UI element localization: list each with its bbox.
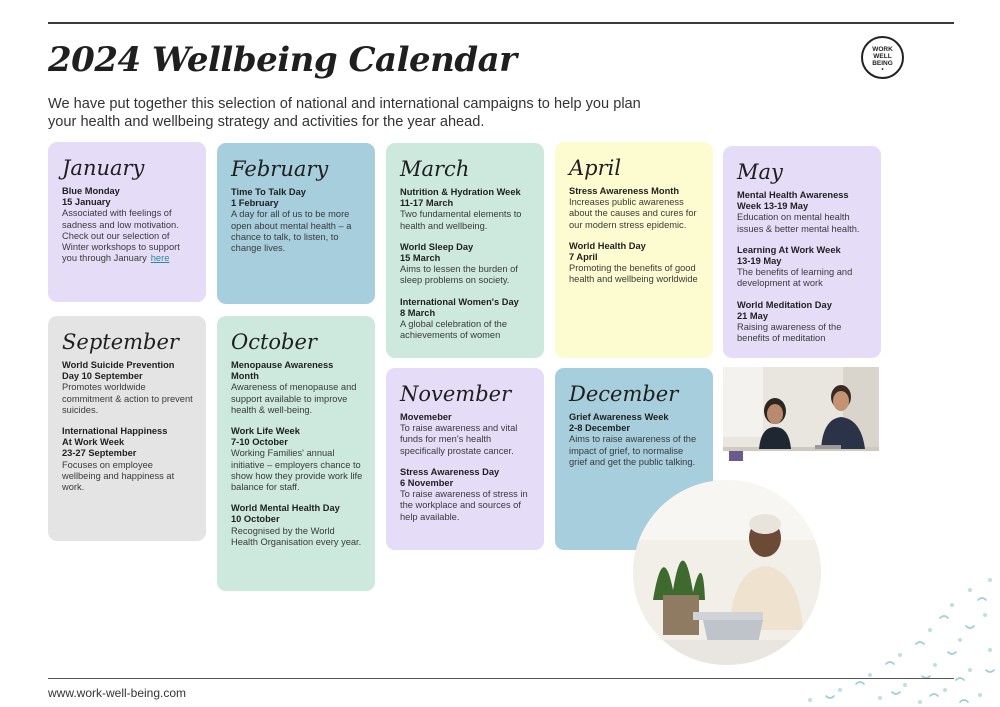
logo-line-3: BEING <box>872 60 893 67</box>
event-description: Recognised by the World Health Organisation every year. <box>231 525 362 547</box>
event-date: 2-8 December <box>569 423 630 434</box>
event-name: World Mental Health Day <box>231 503 340 514</box>
month-card-january <box>48 142 206 302</box>
month-title: January <box>62 156 145 180</box>
event-date: 7 April <box>569 252 598 263</box>
event-name: Learning At Work Week <box>737 244 841 255</box>
event-description: Raising awareness of the benefits of meditation <box>737 322 842 344</box>
event <box>400 412 532 457</box>
event-name: World Meditation Day <box>737 299 832 310</box>
work-well-being-logo <box>861 36 904 79</box>
event-description: Promotes worldwide commitment & action to prevent suicides. <box>62 382 193 415</box>
month-card-may <box>723 146 881 358</box>
event-name: World Health Day <box>569 240 646 251</box>
event-description: Awareness of menopause and support available to improve health & well-being. <box>231 382 357 415</box>
event <box>400 242 532 287</box>
event-date: Day 10 September <box>62 371 143 382</box>
event-name: International Happiness <box>62 426 168 437</box>
colleagues-meeting-photo <box>723 367 879 478</box>
event-name: World Suicide Prevention <box>62 360 175 370</box>
event-name: Mental Health Awareness <box>737 190 849 200</box>
event <box>400 467 532 523</box>
event <box>737 245 869 290</box>
month-title: September <box>62 330 179 354</box>
event-date-range: 23-27 September <box>62 448 137 459</box>
event <box>400 187 532 232</box>
event-date: 13-19 May <box>737 256 782 267</box>
event-description: Associated with feelings of sadness and low motivation. Check out our selection of Winter workshops to support you through January <box>62 208 180 264</box>
event-name: Work Life Week <box>231 426 300 437</box>
event-description: The benefits of learning and development at work <box>737 267 853 289</box>
month-card-february <box>217 143 375 304</box>
event <box>62 360 194 416</box>
event <box>231 360 363 416</box>
event <box>231 187 363 254</box>
event-description: A global celebration of the achievements of women <box>400 319 507 341</box>
event-description: To raise awareness of stress in the workplace and sources of help available. <box>400 489 528 522</box>
logo-line-1: WORK <box>872 46 893 53</box>
event-date: 15 January <box>62 197 111 208</box>
month-title: February <box>231 157 329 181</box>
photo-illustration <box>723 367 879 478</box>
event-date: Month <box>231 371 259 382</box>
month-title: December <box>569 382 679 406</box>
event <box>62 426 194 493</box>
event-date: At Work Week <box>62 437 125 448</box>
event-description: Increases public awareness about the causes and cures for our modern stress epidemic. <box>569 197 697 230</box>
event-name: Stress Awareness Day <box>400 466 500 477</box>
event <box>569 186 701 231</box>
logo-line-2: WELL <box>873 53 892 60</box>
event-name: Movemeber <box>400 412 452 422</box>
event-name: Grief Awareness Week <box>569 412 669 422</box>
event <box>400 297 532 342</box>
event-date: 1 February <box>231 198 279 209</box>
event <box>569 241 701 286</box>
page-title: 2024 Wellbeing Calendar <box>48 40 517 80</box>
event-date: 21 May <box>737 310 769 321</box>
event-description: Two fundamental elements to health and wellbeing. <box>400 209 522 231</box>
month-card-april <box>555 142 713 358</box>
event-date: 15 March <box>400 253 441 264</box>
month-title: November <box>400 382 512 406</box>
logo-dot-icon: • <box>881 67 884 73</box>
event-description: Working Families' annual initiative – employers chance to show how they provide work life balance for staff. <box>231 448 363 493</box>
event-date: 6 November <box>400 478 454 489</box>
month-card-october <box>217 316 375 591</box>
intro-text: We have put together this selection of national and international campaigns to help you plan your health and wellbeing strategy and activities for the year ahead. <box>48 96 641 130</box>
event-name: Time To Talk Day <box>231 187 306 197</box>
event-date: 7-10 October <box>231 437 288 448</box>
footer-url: www.work-well-being.com <box>48 686 187 700</box>
event-name: Stress Awareness Month <box>569 186 680 196</box>
event <box>569 412 701 468</box>
bottom-rule <box>48 678 954 679</box>
event-name: Nutrition & Hydration Week <box>400 187 521 197</box>
event-name: Menopause Awareness <box>231 360 334 370</box>
event-description: Education on mental health issues & better mental health. <box>737 212 860 234</box>
event-date: 10 October <box>231 514 280 525</box>
event <box>231 503 363 548</box>
event-description: To raise awareness and vital funds for men's health specifically prostate cancer. <box>400 423 518 456</box>
month-title: March <box>400 157 470 181</box>
event-date: 8 March <box>400 307 436 318</box>
event-description: Promoting the benefits of good health and wellbeing worldwide <box>569 263 698 285</box>
event-name: Blue Monday <box>62 186 120 196</box>
month-title: May <box>737 160 783 184</box>
event-date: Week 13-19 May <box>737 201 809 212</box>
event <box>737 300 869 345</box>
event-description: Focuses on employee wellbeing and happiness at work. <box>62 459 175 493</box>
event-description: Aims to raise awareness of the impact of grief, to normalise grief and get the public talking. <box>569 434 697 467</box>
event <box>62 186 194 264</box>
winter-workshops-link[interactable]: here <box>150 253 170 264</box>
event <box>231 426 363 493</box>
decorative-confetti-pattern <box>690 560 1000 707</box>
event-date: 11-17 March <box>400 198 454 209</box>
event-name: International Women's Day <box>400 296 519 307</box>
event-description: A day for all of us to be more open about mental health – a chance to talk, to listen, to change lives. <box>231 209 352 254</box>
month-title: October <box>231 330 317 354</box>
month-card-september <box>48 316 206 541</box>
month-card-march <box>386 143 544 358</box>
top-rule <box>48 22 954 24</box>
month-title: April <box>569 156 622 180</box>
event-name: World Sleep Day <box>400 241 474 252</box>
event-description: Aims to lessen the burden of sleep problems on society. <box>400 264 518 286</box>
event <box>737 190 869 235</box>
month-card-november <box>386 368 544 550</box>
